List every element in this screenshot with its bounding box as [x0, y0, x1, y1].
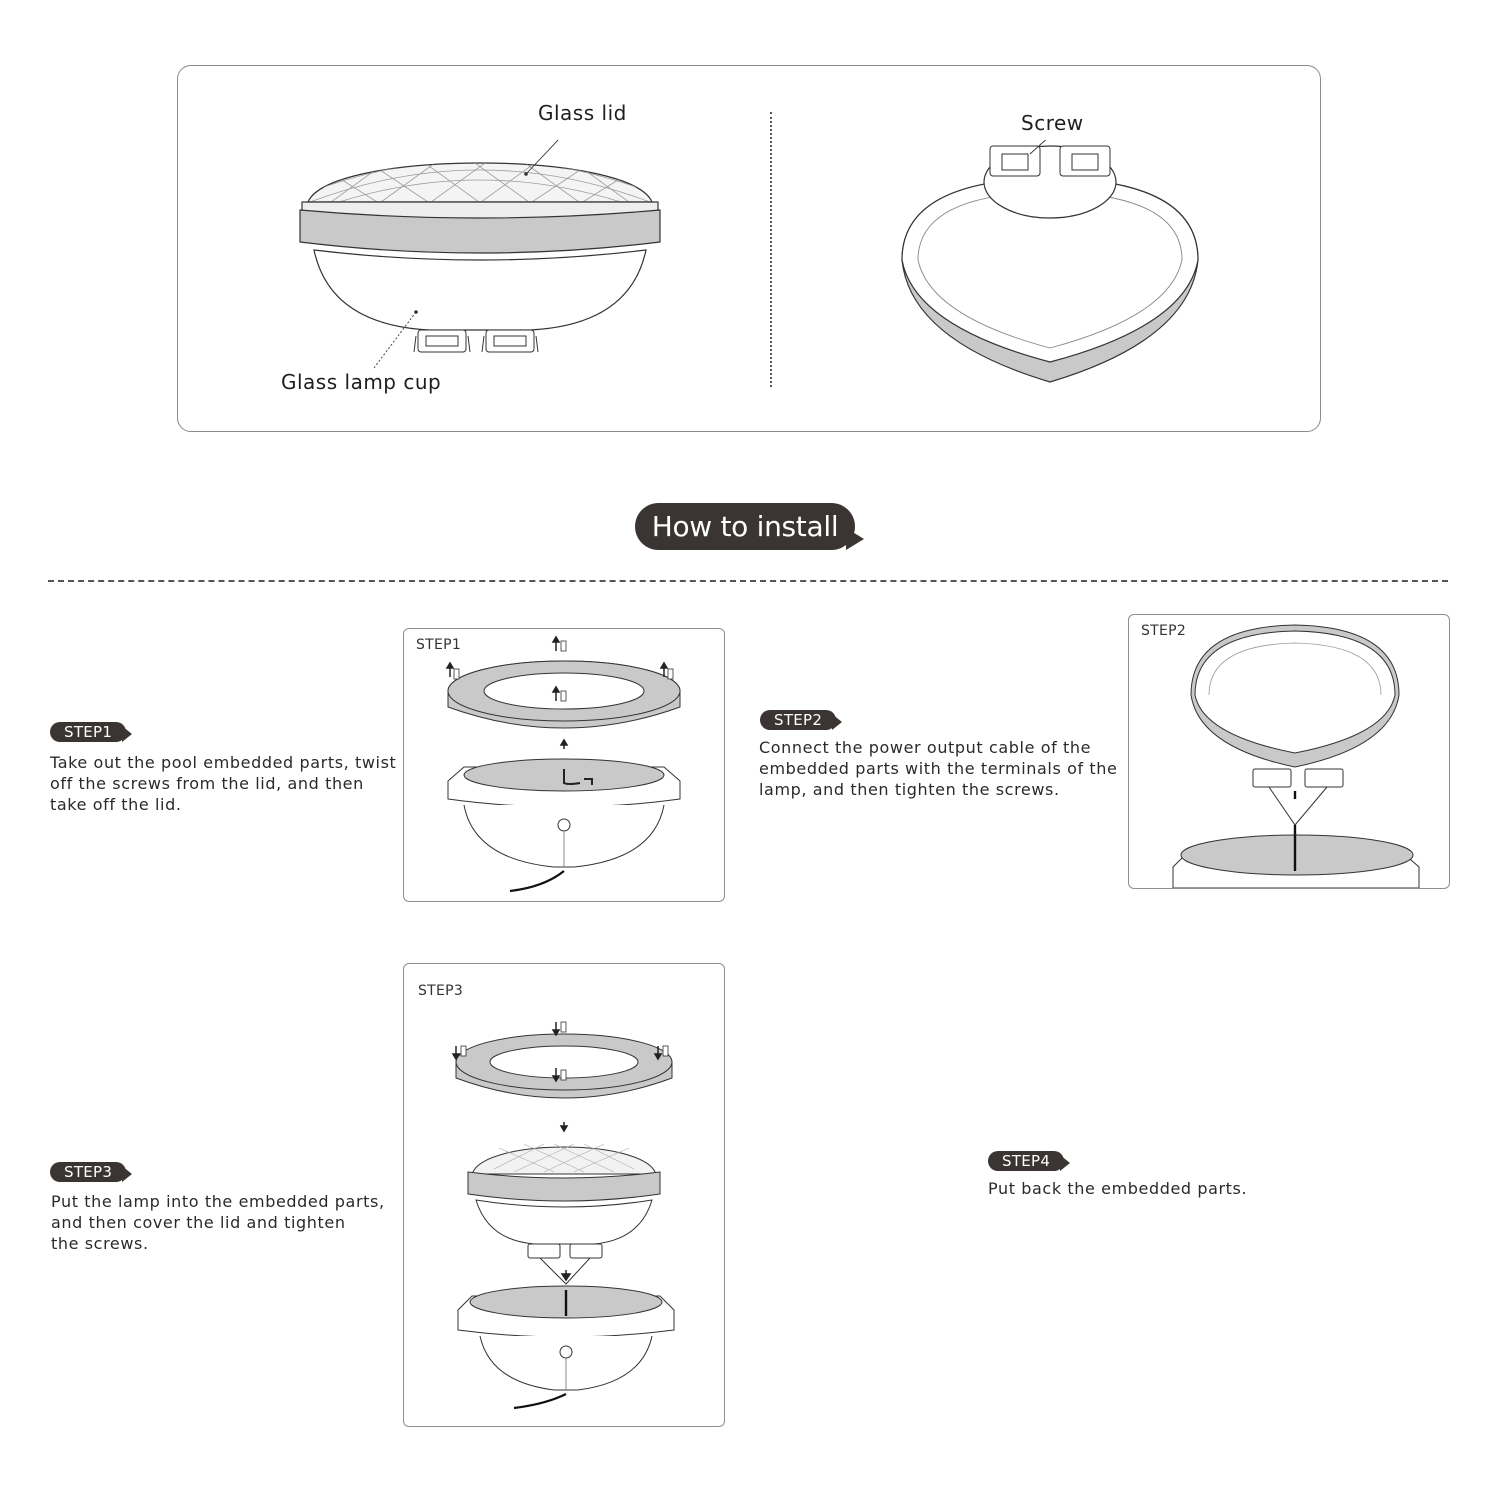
- step2-text: Connect the power output cable of the embedded parts with the terminals of the lamp, and then tighten the screws.: [759, 738, 1118, 799]
- how-to-install-title: How to install: [635, 503, 855, 550]
- step2-tag: [760, 710, 842, 730]
- overview-divider: [770, 112, 772, 387]
- glass-lid-label: Glass lid: [538, 101, 627, 125]
- step4-tag-tail: [1060, 1155, 1070, 1171]
- step3-tag-tail: [122, 1166, 132, 1182]
- step1-tag: [50, 722, 132, 742]
- step3-tag-label: STEP3: [50, 1162, 126, 1182]
- step1-tag-tail: [122, 726, 132, 742]
- step1-frame: [403, 628, 725, 902]
- step3-frame: [403, 963, 725, 1427]
- glass-lamp-cup-label: Glass lamp cup: [281, 370, 442, 394]
- step3-tag: [50, 1162, 132, 1182]
- section-divider: [48, 580, 1448, 582]
- lamp-rear-illustration: [890, 140, 1210, 390]
- step2-tag-label: STEP2: [760, 710, 836, 730]
- step2-frame-label: STEP2: [1141, 623, 1187, 639]
- step3-text: Put the lamp into the embedded parts, and then cover the lid and tighten the screws.: [51, 1192, 385, 1253]
- step2-illustration: [1129, 615, 1449, 888]
- step1-illustration: [404, 629, 724, 901]
- step4-tag-label: STEP4: [988, 1151, 1064, 1171]
- step1-frame-label: STEP1: [416, 637, 462, 653]
- step4-tag: [988, 1151, 1070, 1171]
- step1-tag-label: STEP1: [50, 722, 126, 742]
- step1-text: Take out the pool embedded parts, twist off the screws from the lid, and then take off the lid.: [50, 753, 397, 814]
- lamp-front-illustration: [290, 140, 670, 370]
- title-bubble-tail: [846, 528, 864, 550]
- step3-illustration: [404, 964, 724, 1426]
- step2-tag-tail: [832, 714, 842, 730]
- screw-label: Screw: [1021, 111, 1084, 135]
- step2-frame: [1128, 614, 1450, 889]
- step3-frame-label: STEP3: [418, 983, 464, 999]
- step4-text: Put back the embedded parts.: [988, 1179, 1248, 1198]
